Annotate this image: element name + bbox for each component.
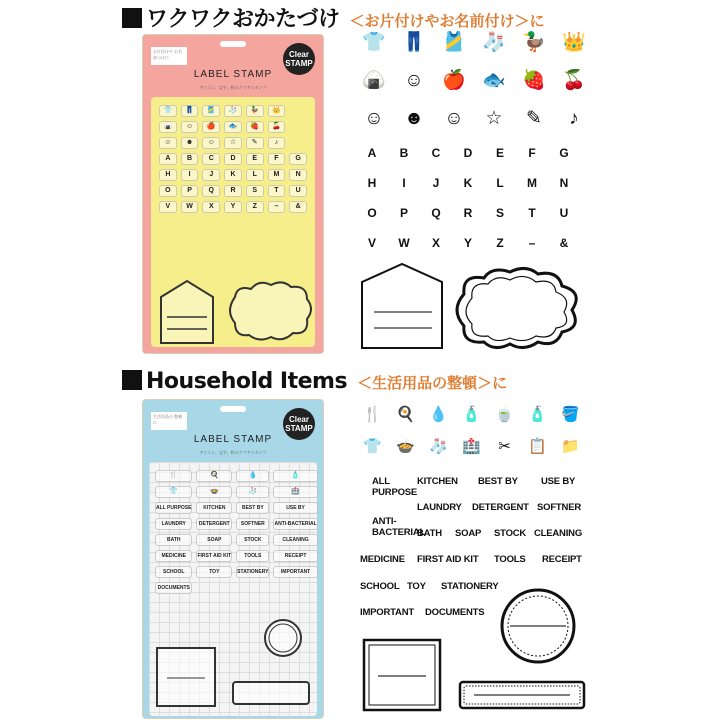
package-tag: お片付けや お名前つけに [151, 47, 187, 65]
mini-letter-stamp: B [181, 153, 199, 165]
mini-word-stamp: ALL PURPOSE [155, 502, 192, 514]
pants-icon: 👖 [402, 32, 426, 53]
icon-row [354, 108, 594, 130]
mini-word-stamp: KITCHEN [196, 502, 232, 514]
letter-stamp: S [495, 206, 504, 220]
letter-stamp: N [559, 176, 569, 190]
duck-icon: 🦆 [522, 32, 546, 53]
mini-word-stamp: STOCK [236, 534, 269, 546]
word-receipt: RECEIPT [542, 554, 582, 565]
mini-letter-stamp: G [289, 153, 307, 165]
cherry-icon: 🍒 [562, 70, 586, 91]
mini-word-stamp: TOOLS [236, 550, 269, 562]
icon-row [356, 404, 587, 426]
letter-stamp: – [528, 236, 536, 250]
music-note-icon: ♪ [569, 108, 579, 129]
socks-icon: 🧦 [429, 438, 448, 455]
strawberry-icon: 🍓 [522, 70, 546, 91]
section1-header [122, 2, 545, 33]
letter-row [356, 146, 580, 160]
mini-icon-stamp: 🧴 [273, 470, 317, 482]
face-icon: ☺ [404, 70, 424, 91]
mini-word-stamp: SOAP [196, 534, 232, 546]
undershirt-icon: 🎽 [442, 32, 466, 53]
apple-icon: 🍎 [442, 70, 466, 91]
letter-stamp: U [559, 206, 569, 220]
word-cleaning: CLEANING [534, 528, 583, 539]
mini-frames [155, 277, 315, 347]
word-medicine: MEDICINE [360, 554, 405, 565]
mini-letter-stamp: Y [224, 201, 242, 213]
mini-letter-stamp: P [181, 185, 199, 197]
mini-letter-stamp: L [246, 169, 264, 181]
mini-letter-stamp: U [289, 185, 307, 197]
icon-row [354, 32, 594, 54]
letter-stamp: J [432, 176, 440, 190]
letter-stamp: E [495, 146, 504, 160]
mini-word-stamp: SCHOOL [155, 566, 192, 578]
mini-letter-stamp: C [202, 153, 220, 165]
mini-letter-stamp: W [181, 201, 199, 213]
mini-word-stamp: DOCUMENTS [155, 582, 192, 594]
package-logo: LABEL STAMP [193, 434, 273, 445]
mini-stamp-grid [155, 470, 317, 594]
section2-title: Household Items [146, 369, 348, 394]
mini-word-stamp: ANTI-BACTERIAL [273, 518, 317, 530]
letter-stamp: Y [463, 236, 472, 250]
hang-hole [220, 406, 246, 412]
letter-stamp: I [402, 176, 406, 190]
letter-stamp: F [528, 146, 536, 160]
mini-letter-stamp: H [159, 169, 177, 181]
word-soap: SOAP [455, 528, 482, 539]
letter-stamp: V [367, 236, 376, 250]
package-logo: LABEL STAMP [193, 69, 273, 80]
letter-row [356, 176, 580, 190]
section2-subtitle: ＜生活用品の整頓＞に [357, 374, 508, 392]
letter-stamp: O [367, 206, 377, 220]
mini-word-stamp: USE BY [273, 502, 317, 514]
mini-word-stamp: DETERGENT [196, 518, 232, 530]
mini-icon-stamp: 🦆 [246, 105, 264, 117]
folder-icon: 📁 [561, 438, 580, 455]
mini-letter-stamp: O [159, 185, 177, 197]
mini-icon-stamp: 🧦 [236, 486, 269, 498]
mini-icon-stamp: 👕 [159, 105, 177, 117]
mini-icon-stamp: 🍲 [196, 486, 232, 498]
letter-stamp: L [496, 176, 504, 190]
star-icon: ☆ [485, 108, 503, 129]
letter-stamp: & [559, 236, 569, 250]
letter-stamp: P [399, 206, 408, 220]
letter-stamp: W [398, 236, 410, 250]
clear-stamp-badge: Clear STAMP [283, 408, 315, 440]
bowl-icon: 🍲 [396, 438, 415, 455]
word-laundry: LAUNDRY [417, 502, 462, 513]
pot-icon: 🍵 [495, 406, 514, 423]
bottle-icon: 🧴 [528, 406, 547, 423]
mini-icon-stamp: 🍙 [159, 121, 177, 133]
mini-letter-stamp: S [246, 185, 264, 197]
word-anti-bacterial: ANTI-BACTERIAL [372, 516, 426, 538]
hang-hole [220, 41, 246, 47]
mini-letter-stamp: – [268, 201, 286, 213]
section2-frame-stamps [360, 588, 590, 714]
word-stationery: STATIONERY [441, 581, 499, 592]
drop-icon: 💧 [429, 406, 448, 423]
package-desc: アイコン、文字、枠のクリアスタンプ [199, 450, 267, 455]
word-school: SCHOOL [360, 581, 400, 592]
mini-letter-stamp: Z [246, 201, 264, 213]
mini-word-stamp: FIRST AID KIT [196, 550, 232, 562]
mini-icon-stamp: 🏥 [273, 486, 317, 498]
socks-icon: 🧦 [482, 32, 506, 53]
package-desc: アイコン、文字、枠のクリアスタンプ [199, 85, 267, 90]
letter-stamp: D [463, 146, 473, 160]
mini-word-stamp: IMPORTANT [273, 566, 317, 578]
mini-stamp-grid [159, 105, 307, 213]
mini-letter-stamp: X [202, 201, 220, 213]
clear-stamp-badge: Clear STAMP [283, 43, 315, 75]
word-softner: SOFTNER [537, 502, 581, 513]
spray-icon: 🧴 [462, 406, 481, 423]
mini-letter-stamp: D [224, 153, 242, 165]
mini-letter-stamp: Q [202, 185, 220, 197]
shirt-icon: 👕 [362, 32, 386, 53]
section1-frame-stamps [358, 262, 588, 352]
stamp-sheet [151, 97, 315, 347]
word-important: IMPORTANT [360, 607, 414, 618]
letter-stamp: A [367, 146, 377, 160]
mini-icon-stamp: 🍒 [268, 121, 286, 133]
letter-stamp: Q [431, 206, 441, 220]
square-bullet-icon [122, 8, 142, 28]
word-best-by: BEST BY [478, 476, 518, 487]
mini-icon-stamp: 🎽 [202, 105, 220, 117]
building-icon: 🏥 [462, 438, 481, 455]
mini-spacer [289, 121, 307, 133]
mini-icon-stamp: ☺ [202, 137, 220, 149]
letter-stamp: B [399, 146, 409, 160]
mini-icon-stamp: 🍓 [246, 121, 264, 133]
icon-row [356, 436, 587, 458]
mini-icon-stamp: 👑 [268, 105, 286, 117]
word-stock: STOCK [494, 528, 527, 539]
mini-icon-stamp: ☻ [181, 137, 199, 149]
letter-stamp: K [463, 176, 473, 190]
stamp-sheet [149, 462, 317, 716]
square-bullet-icon [122, 370, 142, 390]
word-detergent: DETERGENT [472, 502, 529, 513]
mini-letter-stamp: K [224, 169, 242, 181]
word-tools: TOOLS [494, 554, 526, 565]
letter-stamp: M [527, 176, 537, 190]
mini-icon-stamp: 🧦 [224, 105, 242, 117]
girl-icon: ☻ [404, 108, 424, 129]
icon-row [354, 70, 594, 92]
letter-stamp: T [528, 206, 536, 220]
letter-stamp: C [431, 146, 441, 160]
word-bath: BATH [417, 528, 442, 539]
bucket-icon: 🪣 [561, 406, 580, 423]
mini-frames [153, 618, 313, 714]
mini-letter-stamp: E [246, 153, 264, 165]
letter-row [356, 236, 580, 250]
mini-letter-stamp: M [268, 169, 286, 181]
mini-spacer [289, 105, 307, 117]
mini-icon-stamp: 👕 [155, 486, 192, 498]
mini-letter-stamp: F [268, 153, 286, 165]
mini-icon-stamp: ☺ [181, 121, 199, 133]
mini-letter-stamp: J [202, 169, 220, 181]
scissors-icon: ✂ [498, 438, 511, 455]
mini-icon-stamp: 🍳 [196, 470, 232, 482]
mini-word-stamp: CLEANING [273, 534, 317, 546]
word-toy: TOY [407, 581, 426, 592]
crown-icon: 👑 [562, 32, 586, 53]
mini-letter-stamp: I [181, 169, 199, 181]
mini-icon-stamp: ☺ [159, 137, 177, 149]
mini-word-stamp: BATH [155, 534, 192, 546]
letter-stamp: R [463, 206, 473, 220]
word-kitchen: KITCHEN [417, 476, 458, 487]
mini-letter-stamp: T [268, 185, 286, 197]
mini-spacer [289, 137, 307, 149]
mini-word-stamp: STATIONERY [236, 566, 269, 578]
mini-icon-stamp: ♪ [268, 137, 286, 149]
mini-icon-stamp: 💧 [236, 470, 269, 482]
boy-icon: ☺ [364, 108, 384, 129]
letter-stamp: X [431, 236, 440, 250]
letter-row [356, 206, 580, 220]
section1-subtitle: ＜お片付けやお名前付け＞に [349, 12, 545, 30]
section1-title: ワクワクおかたづけ [146, 7, 340, 32]
letter-stamp: H [367, 176, 377, 190]
frying-pan-icon: 🍳 [396, 406, 415, 423]
section2-header [122, 368, 507, 394]
mini-letter-stamp: N [289, 169, 307, 181]
mini-icon-stamp: 🍎 [202, 121, 220, 133]
fish-icon: 🐟 [482, 70, 506, 91]
tshirt-icon: 👕 [363, 438, 382, 455]
mini-letter-stamp: & [289, 201, 307, 213]
word-documents: DOCUMENTS [425, 607, 485, 618]
mini-icon-stamp: ☆ [224, 137, 242, 149]
mini-letter-stamp: V [159, 201, 177, 213]
mini-icon-stamp: 👖 [181, 105, 199, 117]
letter-stamp: G [559, 146, 569, 160]
mini-word-stamp: RECEIPT [273, 550, 317, 562]
mini-word-stamp: LAUNDRY [155, 518, 192, 530]
mini-word-stamp: BEST BY [236, 502, 269, 514]
memo-icon: 📋 [528, 438, 547, 455]
onigiri-icon: 🍙 [362, 70, 386, 91]
cutlery-icon: 🍴 [363, 406, 382, 423]
mini-word-stamp: SOFTNER [236, 518, 269, 530]
pencil-icon: ✎ [526, 108, 542, 129]
mini-icon-stamp: ✎ [246, 137, 264, 149]
word-all-purpose: ALL PURPOSE [372, 476, 418, 498]
mini-word-stamp: MEDICINE [155, 550, 192, 562]
mini-icon-stamp: 🐟 [224, 121, 242, 133]
mini-word-stamp: TOY [196, 566, 232, 578]
child-icon: ☺ [444, 108, 464, 129]
word-use-by: USE BY [541, 476, 576, 487]
mini-icon-stamp: 🍴 [155, 470, 192, 482]
package-tag: 生活用品の 整頓に [151, 412, 187, 430]
mini-letter-stamp: A [159, 153, 177, 165]
letter-stamp: Z [496, 236, 504, 250]
package-photo-2 [143, 400, 323, 718]
package-photo-1 [143, 35, 323, 353]
word-first-aid-kit: FIRST AID KIT [417, 554, 479, 565]
mini-letter-stamp: R [224, 185, 242, 197]
